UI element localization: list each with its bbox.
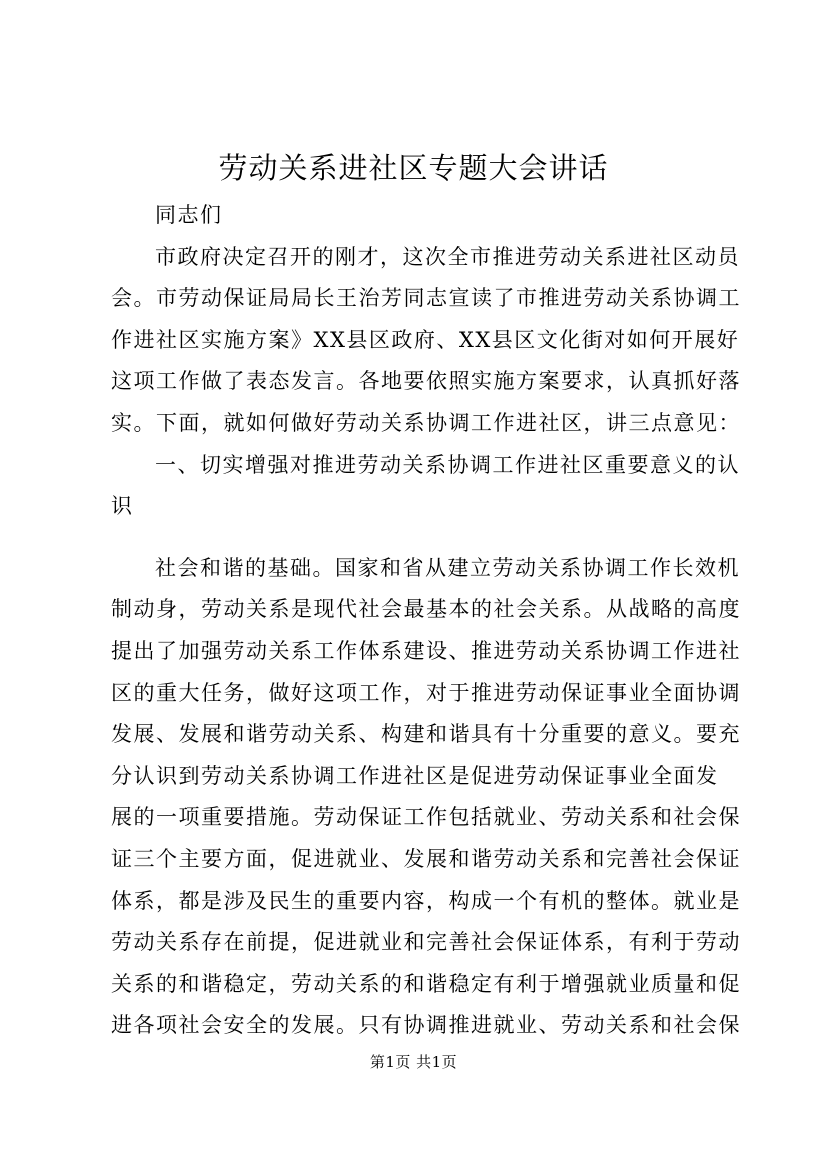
paragraph-line: 会。市劳动保证局局长王治芳同志宣读了市推进劳动关系协调工 [111, 286, 741, 311]
paragraph-line: 体系，都是涉及民生的重要内容，构成一个有机的整体。就业是 [111, 888, 741, 913]
paragraph-line: 区的重大任务，做好这项工作，对于推进劳动保证事业全面协调 [111, 680, 741, 705]
paragraph-line: 进各项社会安全的发展。只有协调推进就业、劳动关系和社会保 [111, 1013, 741, 1038]
paragraph-line: 提出了加强劳动关系工作体系建设、推进劳动关系协调工作进社 [111, 638, 741, 663]
section-heading-line: 一、切实增强对推进劳动关系协调工作进社区重要意义的认 [155, 452, 740, 477]
paragraph-line: 分认识到劳动关系协调工作进社区是促进劳动保证事业全面发 [111, 763, 719, 788]
paragraph-line: 制动身，劳动关系是现代社会最基本的社会关系。从战略的高度 [111, 597, 741, 622]
section-heading-line: 识 [111, 494, 134, 519]
paragraph-line: 关系的和谐稳定，劳动关系的和谐稳定有利于增强就业质量和促 [111, 971, 741, 996]
paragraph-line: 证三个主要方面，促进就业、发展和谐劳动关系和完善社会保证 [111, 846, 741, 871]
paragraph-line: 社会和谐的基础。国家和省从建立劳动关系协调工作长效机 [155, 555, 740, 580]
paragraph-line: 作进社区实施方案》XX县区政府、XX县区文化街对如何开展好 [111, 327, 740, 352]
salutation: 同志们 [155, 203, 223, 227]
paragraph-line: 实。下面，就如何做好劳动关系协调工作进社区，讲三点意见： [111, 410, 741, 435]
document-body [111, 195, 746, 1047]
document-title: 劳动关系进社区专题大会讲话 [218, 151, 609, 185]
paragraph-line: 发展、发展和谐劳动关系、构建和谐具有十分重要的意义。要充 [111, 722, 741, 747]
paragraph-line: 市政府决定召开的刚才，这次全市推进劳动关系进社区动员 [155, 244, 740, 269]
paragraph-line: 劳动关系存在前提，促进就业和完善社会保证体系，有利于劳动 [111, 930, 741, 955]
paragraph-line: 展的一项重要措施。劳动保证工作包括就业、劳动关系和社会保 [111, 805, 741, 830]
page-number-footer: 第1页 共1页 [369, 1053, 458, 1071]
paragraph-line: 这项工作做了表态发言。各地要依照实施方案要求，认真抓好落 [111, 369, 741, 394]
paragraph-gap [111, 528, 746, 548]
